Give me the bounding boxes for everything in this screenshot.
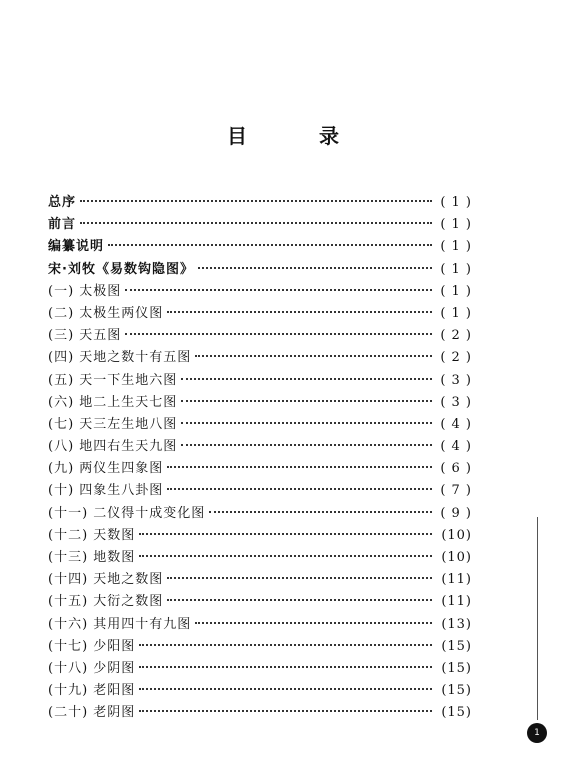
toc-entry-label: (六) 地二上生天七图 [48, 394, 178, 410]
dot-leader [139, 644, 432, 646]
toc-entry[interactable] [48, 369, 472, 391]
toc-entry-label: (二) 太极生两仪图 [48, 305, 164, 321]
toc-entry-page: ( 7 ) [440, 483, 472, 499]
dot-leader [195, 622, 432, 624]
toc-entry-label: 前言 [48, 217, 77, 233]
toc-entry-label: 宋·刘牧《易数钩隐图》 [48, 261, 194, 277]
toc-entry-page: ( 4 ) [440, 439, 472, 455]
dot-leader [198, 267, 432, 269]
toc-entry[interactable] [48, 391, 472, 413]
toc-entry[interactable] [48, 346, 472, 368]
dot-leader [139, 533, 432, 535]
toc-entry-page: ( 1 ) [440, 261, 472, 277]
toc-entry-page: (15) [441, 683, 472, 699]
toc-entry-label: (三) 天五图 [48, 328, 122, 344]
toc-entry-label: (五) 天一下生地六图 [48, 372, 178, 388]
dot-leader [167, 311, 432, 313]
toc-entry-page: ( 3 ) [440, 394, 472, 410]
toc-entry-label: (十八) 少阴图 [48, 660, 136, 676]
dot-leader [167, 577, 432, 579]
toc-entry-page: (10) [441, 527, 472, 543]
toc-entry-page: (15) [441, 638, 472, 654]
toc-entry-page: (11) [441, 572, 472, 588]
dot-leader [139, 688, 432, 690]
toc-entry-page: ( 4 ) [440, 416, 472, 432]
dot-leader [139, 555, 432, 557]
toc-entry[interactable] [48, 613, 472, 635]
dot-leader [139, 666, 432, 668]
toc-entry-page: ( 2 ) [440, 328, 472, 344]
toc-entry-label: (十七) 少阳图 [48, 638, 136, 654]
toc-entry[interactable] [48, 413, 472, 435]
toc-entry-label: (十六) 其用四十有九图 [48, 616, 192, 632]
page-number-badge: 1 [527, 723, 547, 743]
toc-entry-label: (四) 天地之数十有五图 [48, 350, 192, 366]
toc-entry-label: (八) 地四右生天九图 [48, 439, 178, 455]
toc-entry-page: (13) [441, 616, 472, 632]
toc-entry[interactable] [48, 479, 472, 501]
dot-leader [181, 400, 432, 402]
toc-entry[interactable] [48, 679, 472, 701]
toc-entry-label: (七) 天三左生地八图 [48, 416, 178, 432]
toc-entry[interactable] [48, 457, 472, 479]
toc-entry-label: 编纂说明 [48, 239, 105, 255]
dot-leader [195, 355, 432, 357]
toc-entry[interactable] [48, 657, 472, 679]
toc-entry-page: (15) [441, 705, 472, 721]
toc-entry[interactable] [48, 590, 472, 612]
dot-leader [181, 378, 432, 380]
toc-entry-label: (十) 四象生八卦图 [48, 483, 164, 499]
dot-leader [139, 710, 432, 712]
table-of-contents [48, 191, 472, 724]
toc-entry-label: (九) 两仪生四象图 [48, 461, 164, 477]
toc-entry-label: (一) 太极图 [48, 283, 122, 299]
dot-leader [167, 599, 432, 601]
toc-entry[interactable] [48, 280, 472, 302]
toc-entry[interactable] [48, 302, 472, 324]
toc-entry[interactable] [48, 191, 472, 213]
toc-entry-page: ( 2 ) [440, 350, 472, 366]
dot-leader [167, 466, 432, 468]
toc-entry[interactable] [48, 235, 472, 257]
dot-leader [108, 244, 432, 246]
dot-leader [181, 422, 432, 424]
toc-entry[interactable] [48, 213, 472, 235]
dot-leader [80, 200, 432, 202]
toc-entry[interactable] [48, 568, 472, 590]
toc-entry-page: ( 1 ) [440, 239, 472, 255]
toc-entry-page: ( 6 ) [440, 461, 472, 477]
toc-entry-page: ( 9 ) [440, 505, 472, 521]
toc-entry-label: (十一) 二仪得十成变化图 [48, 505, 206, 521]
toc-entry-label: (十九) 老阳图 [48, 683, 136, 699]
toc-entry-page: ( 1 ) [440, 305, 472, 321]
dot-leader [167, 488, 432, 490]
toc-entry-label: (十五) 大衍之数图 [48, 594, 164, 610]
dot-leader [181, 444, 432, 446]
toc-entry-page: ( 1 ) [440, 195, 472, 210]
margin-rule [537, 517, 538, 720]
toc-entry-label: (二十) 老阴图 [48, 705, 136, 721]
dot-leader [125, 333, 432, 335]
toc-entry-label: (十四) 天地之数图 [48, 572, 164, 588]
toc-entry[interactable] [48, 546, 472, 568]
toc-entry-page: ( 1 ) [440, 217, 472, 233]
toc-entry-page: ( 3 ) [440, 372, 472, 388]
dot-leader [80, 222, 432, 224]
toc-entry[interactable] [48, 524, 472, 546]
toc-entry[interactable] [48, 635, 472, 657]
dot-leader [209, 511, 432, 513]
toc-entry[interactable] [48, 324, 472, 346]
toc-entry-label: 总序 [48, 195, 77, 210]
toc-entry-page: (11) [441, 594, 472, 610]
toc-entry-page: ( 1 ) [440, 283, 472, 299]
page-title: 目 录 [227, 124, 365, 148]
toc-entry-page: (10) [441, 550, 472, 565]
toc-entry-label: (十三) 地数图 [48, 550, 136, 565]
toc-entry[interactable] [48, 701, 472, 723]
toc-entry-label: (十二) 天数图 [48, 527, 136, 543]
toc-entry[interactable] [48, 502, 472, 524]
toc-entry[interactable] [48, 258, 472, 280]
dot-leader [125, 289, 432, 291]
toc-entry-page: (15) [441, 660, 472, 676]
toc-entry[interactable] [48, 435, 472, 457]
